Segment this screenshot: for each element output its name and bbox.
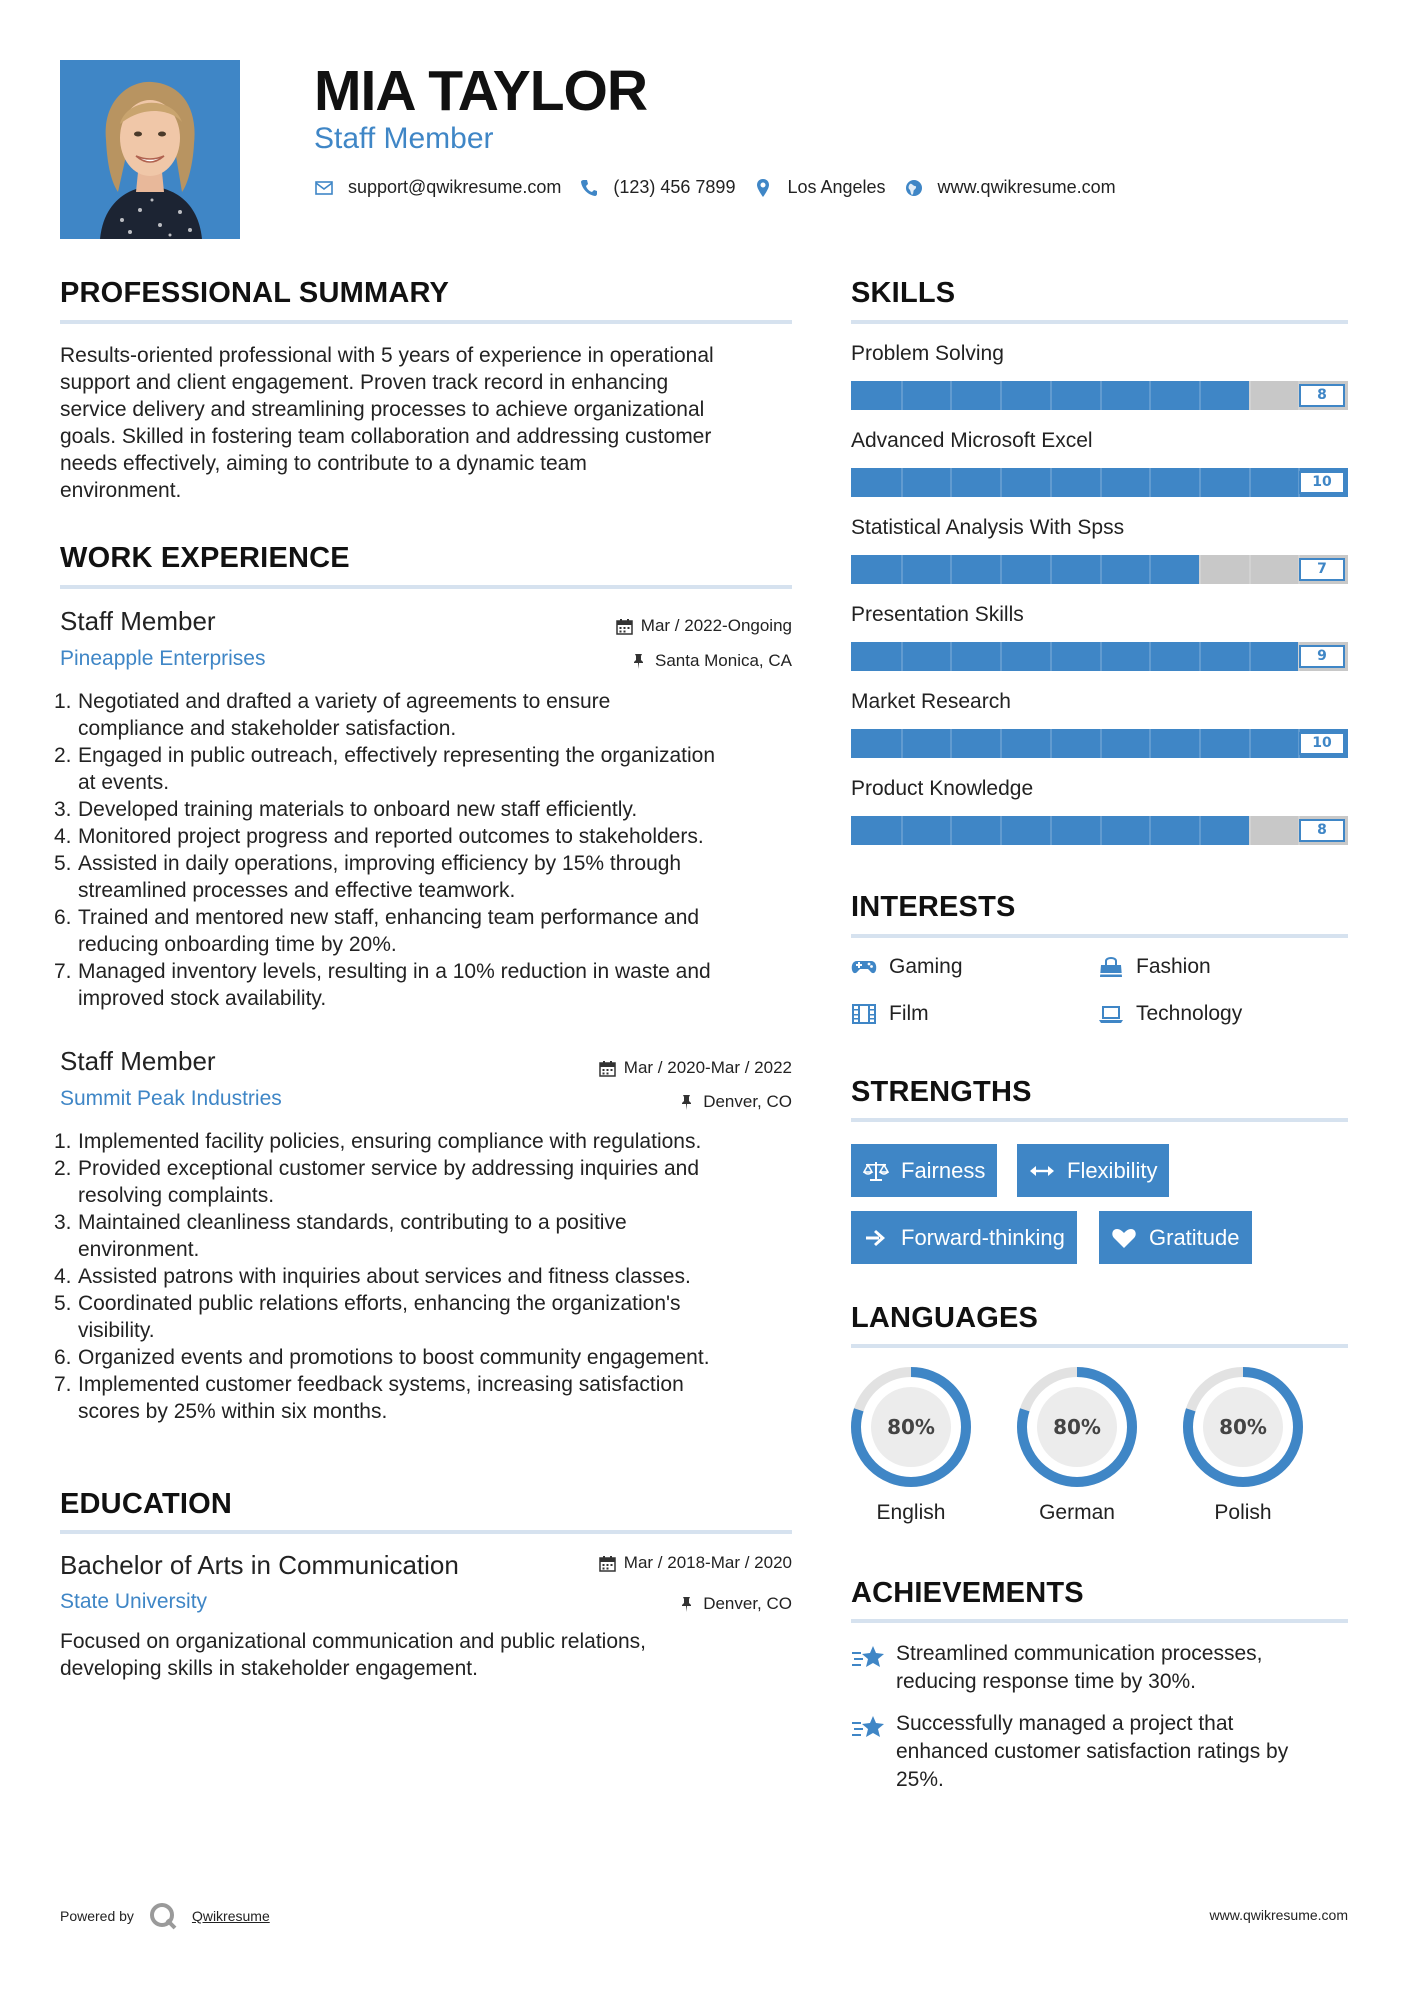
- language-name: German: [1039, 1501, 1115, 1524]
- strengths-divider: [851, 1118, 1348, 1122]
- achievement-text: Successfully managed a project that enhanced customer satisfaction ratings by 25%.: [896, 1712, 1289, 1791]
- skill-bar-segment: [1000, 555, 1002, 584]
- degree-title: Bachelor of Arts in Communication: [60, 1550, 459, 1580]
- skill-bar-segment: [901, 816, 903, 845]
- envelope-icon: [314, 178, 334, 198]
- skill-name: Advanced Microsoft Excel: [851, 429, 1093, 452]
- education-description: Focused on organizational communication and public relations, developing skills in stakeholder engagement.: [60, 1630, 647, 1680]
- skill-bar-segment: [1050, 642, 1052, 671]
- candidate-name: MIA TAYLOR: [314, 59, 648, 123]
- skill-bar-segment: [1149, 642, 1151, 671]
- contact-phone[interactable]: [579, 177, 735, 198]
- skill-bar-segment: [1149, 555, 1151, 584]
- heart-icon: [1111, 1226, 1137, 1250]
- portrait-image: [60, 60, 240, 239]
- skill-name: Statistical Analysis With Spss: [851, 516, 1125, 539]
- job-entry: [54, 1046, 792, 1446]
- strength-label: Flexibility: [1067, 1157, 1158, 1183]
- shooting-star-icon: [851, 1714, 885, 1742]
- job-date: [616, 616, 792, 636]
- skill-bar-segment: [1100, 816, 1102, 845]
- job-bullets: [54, 688, 792, 1012]
- skill-bar-segment: [901, 468, 903, 497]
- skill-bar-segment: [1249, 642, 1251, 671]
- education-divider: [60, 1530, 792, 1534]
- skill-bar-segment: [1249, 381, 1251, 410]
- skill-bar-segment: [1000, 816, 1002, 845]
- powered-by-text: Powered by: [60, 1908, 134, 1924]
- education-date-text: Mar / 2018-Mar / 2020: [623, 1553, 792, 1572]
- profile-photo: [60, 60, 240, 239]
- skill-bar-segment: [1000, 642, 1002, 671]
- list-item: 2. Provided exceptional customer service by addressing inquiries and resolving complaints.: [54, 1157, 699, 1207]
- summary-text: [60, 342, 800, 504]
- skill-bar-segment: [1149, 816, 1151, 845]
- skill-bar-segment: [1249, 555, 1251, 584]
- interest-film: [851, 1002, 929, 1026]
- strength-label: Forward-thinking: [901, 1224, 1065, 1250]
- skill-bar-segment: [1050, 816, 1052, 845]
- language-item: [1015, 1365, 1139, 1535]
- list-item: 4. Monitored project progress and reported outcomes to stakeholders.: [54, 825, 704, 848]
- list-item: 1. Implemented facility policies, ensuring compliance with regulations.: [54, 1130, 702, 1153]
- skill-bar-segment: [950, 729, 952, 758]
- interest-technology: [1098, 1002, 1242, 1026]
- skill-bar-segment: [1249, 468, 1251, 497]
- skill-bar-segment: [901, 555, 903, 584]
- strength-tag: [1017, 1144, 1169, 1197]
- job-location: [630, 651, 792, 671]
- brand-link[interactable]: Qwikresume: [191, 1908, 270, 1924]
- skill-bar-segment: [901, 642, 903, 671]
- skill-bar-segment: [1100, 729, 1102, 758]
- interest-fashion: [1098, 955, 1211, 979]
- education-heading: EDUCATION: [60, 1488, 233, 1520]
- skill-bar-segment: [1199, 555, 1201, 584]
- contact-location: [753, 177, 885, 198]
- job-location-text: Santa Monica, CA: [654, 651, 792, 670]
- list-item: 1. Negotiated and drafted a variety of agreements to ensure compliance and stakeholder satisfaction.: [54, 690, 611, 740]
- language-ring: [1181, 1365, 1305, 1489]
- skill-score: 8: [1299, 384, 1345, 407]
- skill-bar: [851, 816, 1348, 845]
- strength-tag: [1099, 1211, 1252, 1264]
- skill-bar-segment: [1199, 816, 1201, 845]
- education-date: [599, 1553, 792, 1573]
- gamepad-icon: [851, 956, 877, 978]
- list-item: 5. Coordinated public relations efforts, enhancing the organization's visibility.: [54, 1292, 681, 1342]
- skill-bar-segment: [1000, 729, 1002, 758]
- school-name: State University: [60, 1590, 208, 1613]
- languages-heading: LANGUAGES: [851, 1302, 1039, 1334]
- list-item: 7. Implemented customer feedback systems, increasing satisfaction scores by 25% within six months.: [54, 1373, 684, 1423]
- list-item: 6. Organized events and promotions to boost community engagement.: [54, 1346, 710, 1369]
- skill-bar-segment: [1000, 468, 1002, 497]
- candidate-role: Staff Member: [314, 122, 494, 155]
- footer-credit: [60, 1901, 270, 1931]
- language-percent: 80%: [1053, 1415, 1101, 1439]
- calendar-icon: [599, 1060, 616, 1077]
- job-location: [678, 1092, 792, 1112]
- summary-line: needs effectively, aiming to contribute to a dynamic team: [60, 452, 587, 475]
- skill-bar-segment: [1149, 468, 1151, 497]
- achievement-item: [851, 1640, 1348, 1700]
- skill-bar-segment: [1199, 729, 1201, 758]
- strength-tag: [851, 1211, 1077, 1264]
- interest-gaming: [851, 955, 963, 979]
- skill-bar-segment: [1050, 729, 1052, 758]
- summary-line: goals. Skilled in fostering team collaboration and addressing customer: [60, 425, 712, 448]
- list-item: 5. Assisted in daily operations, improving efficiency by 15% through streamlined processes and effective teamwork.: [54, 852, 682, 902]
- skill-bar: [851, 642, 1348, 671]
- skill-name: Product Knowledge: [851, 777, 1034, 800]
- job-title: Staff Member: [60, 606, 216, 636]
- list-item: 3. Developed training materials to onboard new staff efficiently.: [54, 798, 638, 821]
- job-bullets: [54, 1128, 792, 1425]
- strengths-heading: STRENGTHS: [851, 1076, 1032, 1108]
- language-ring: [1015, 1365, 1139, 1489]
- skill-bar-segment: [950, 816, 952, 845]
- film-icon: [851, 1003, 877, 1025]
- shooting-star-icon: [851, 1644, 885, 1672]
- language-percent: 80%: [1219, 1415, 1267, 1439]
- skill-score: 8: [1299, 819, 1345, 842]
- skill-bar: [851, 555, 1348, 584]
- skill-bar: [851, 468, 1348, 497]
- skill-bar-segment: [1249, 816, 1251, 845]
- skill-bar-segment: [1100, 555, 1102, 584]
- skill-score: 7: [1299, 558, 1345, 581]
- skill-bar-fill: [851, 642, 1298, 671]
- qwikresume-logo-icon: [148, 1901, 178, 1931]
- skill-bar-segment: [1050, 555, 1052, 584]
- skill-bar-segment: [950, 381, 952, 410]
- skill-bar-segment: [901, 381, 903, 410]
- phone-icon: [579, 178, 599, 198]
- contact-bar: [314, 177, 1134, 198]
- language-ring: [849, 1365, 973, 1489]
- skill-bar-segment: [950, 642, 952, 671]
- summary-line: service delivery and streamlining processes to achieve organizational: [60, 398, 705, 421]
- language-name: English: [876, 1501, 946, 1524]
- skill-bar-fill: [851, 555, 1199, 584]
- skill-name: Presentation Skills: [851, 603, 1024, 626]
- skill-bar: [851, 381, 1348, 410]
- arrows-horizontal-icon: [1029, 1159, 1055, 1183]
- skills-heading: SKILLS: [851, 277, 956, 309]
- language-name: Polish: [1214, 1501, 1272, 1524]
- pushpin-icon: [678, 1094, 695, 1111]
- skill-score: 10: [1299, 471, 1345, 494]
- list-item: 7. Managed inventory levels, resulting in a 10% reduction in waste and improved stock availability.: [54, 960, 711, 1010]
- laptop-icon: [1098, 1003, 1124, 1025]
- calendar-icon: [616, 618, 633, 635]
- summary-divider: [60, 320, 792, 324]
- globe-icon: [904, 178, 924, 198]
- interests-divider: [851, 934, 1348, 938]
- calendar-icon: [599, 1555, 616, 1572]
- experience-divider: [60, 585, 792, 589]
- interest-label: Film: [889, 1002, 929, 1025]
- list-item: 6. Trained and mentored new staff, enhancing team performance and reducing onboarding time by 20%.: [54, 906, 700, 956]
- arrow-right-icon: [863, 1226, 889, 1250]
- skill-name: Problem Solving: [851, 342, 1004, 365]
- job-date: [599, 1058, 792, 1078]
- summary-line: environment.: [60, 479, 182, 502]
- summary-line: Results-oriented professional with 5 years of experience in operational: [60, 344, 714, 367]
- skill-bar-segment: [1199, 468, 1201, 497]
- skill-bar-segment: [1149, 729, 1151, 758]
- skill-bar-segment: [1100, 381, 1102, 410]
- language-percent: 80%: [887, 1415, 935, 1439]
- pushpin-icon: [630, 653, 647, 670]
- achievements-divider: [851, 1619, 1348, 1623]
- balance-scale-icon: [863, 1159, 889, 1183]
- map-marker-icon: [753, 178, 773, 198]
- pushpin-icon: [678, 1596, 695, 1613]
- skill-bar-segment: [1149, 381, 1151, 410]
- interest-label: Gaming: [889, 955, 963, 978]
- skill-bar-segment: [950, 555, 952, 584]
- skill-bar: [851, 729, 1348, 758]
- skill-bar-segment: [1050, 468, 1052, 497]
- job-location-text: Denver, CO: [703, 1092, 792, 1111]
- skill-bar-segment: [1050, 381, 1052, 410]
- job-date-text: Mar / 2020-Mar / 2022: [623, 1058, 792, 1077]
- skill-bar-segment: [950, 468, 952, 497]
- skill-bar-segment: [1249, 729, 1251, 758]
- list-item: 4. Assisted patrons with inquiries about services and fitness classes.: [54, 1265, 691, 1288]
- strength-label: Fairness: [901, 1157, 986, 1183]
- job-company: Summit Peak Industries: [60, 1087, 282, 1110]
- interest-label: Fashion: [1136, 955, 1211, 978]
- achievement-text: Streamlined communication processes, reducing response time by 30%.: [896, 1642, 1263, 1693]
- education-location: [678, 1594, 792, 1614]
- list-item: 3. Maintained cleanliness standards, contributing to a positive environment.: [54, 1211, 627, 1261]
- summary-heading: PROFESSIONAL SUMMARY: [60, 277, 450, 309]
- skill-score: 9: [1299, 645, 1345, 668]
- location-text: Los Angeles: [787, 177, 886, 197]
- interest-label: Technology: [1136, 1002, 1243, 1025]
- skill-score: 10: [1299, 732, 1345, 755]
- achievements-heading: ACHIEVEMENTS: [851, 1577, 1084, 1609]
- skill-bar-segment: [1199, 381, 1201, 410]
- interests-heading: INTERESTS: [851, 891, 1016, 923]
- footer-website[interactable]: www.qwikresume.com: [1209, 1907, 1348, 1923]
- skill-bar-segment: [1000, 381, 1002, 410]
- strength-label: Gratitude: [1149, 1224, 1240, 1250]
- education-entry: [60, 1550, 792, 1690]
- contact-website[interactable]: [904, 177, 1116, 198]
- skill-bar-segment: [1199, 642, 1201, 671]
- phone-text: (123) 456 7899: [613, 177, 736, 197]
- shopping-bag-icon: [1098, 956, 1124, 978]
- skill-bar-segment: [901, 729, 903, 758]
- languages-divider: [851, 1344, 1348, 1348]
- education-location-text: Denver, CO: [703, 1594, 792, 1613]
- job-title: Staff Member: [60, 1046, 216, 1076]
- job-entry: [54, 606, 792, 1016]
- website-text: www.qwikresume.com: [937, 177, 1116, 197]
- job-company: Pineapple Enterprises: [60, 647, 266, 670]
- experience-heading: WORK EXPERIENCE: [60, 542, 350, 574]
- skills-divider: [851, 320, 1348, 324]
- achievement-item: [851, 1710, 1348, 1800]
- contact-email[interactable]: [314, 177, 561, 198]
- strength-tag: [851, 1144, 997, 1197]
- skill-name: Market Research: [851, 690, 1011, 713]
- skill-bar-segment: [1100, 468, 1102, 497]
- language-item: [1181, 1365, 1305, 1535]
- email-text: support@qwikresume.com: [348, 177, 562, 197]
- skill-bar-segment: [1100, 642, 1102, 671]
- job-date-text: Mar / 2022-Ongoing: [640, 616, 792, 635]
- summary-line: support and client engagement. Proven track record in enhancing: [60, 371, 669, 394]
- list-item: 2. Engaged in public outreach, effectively representing the organization at events.: [54, 744, 716, 794]
- language-item: [849, 1365, 973, 1535]
